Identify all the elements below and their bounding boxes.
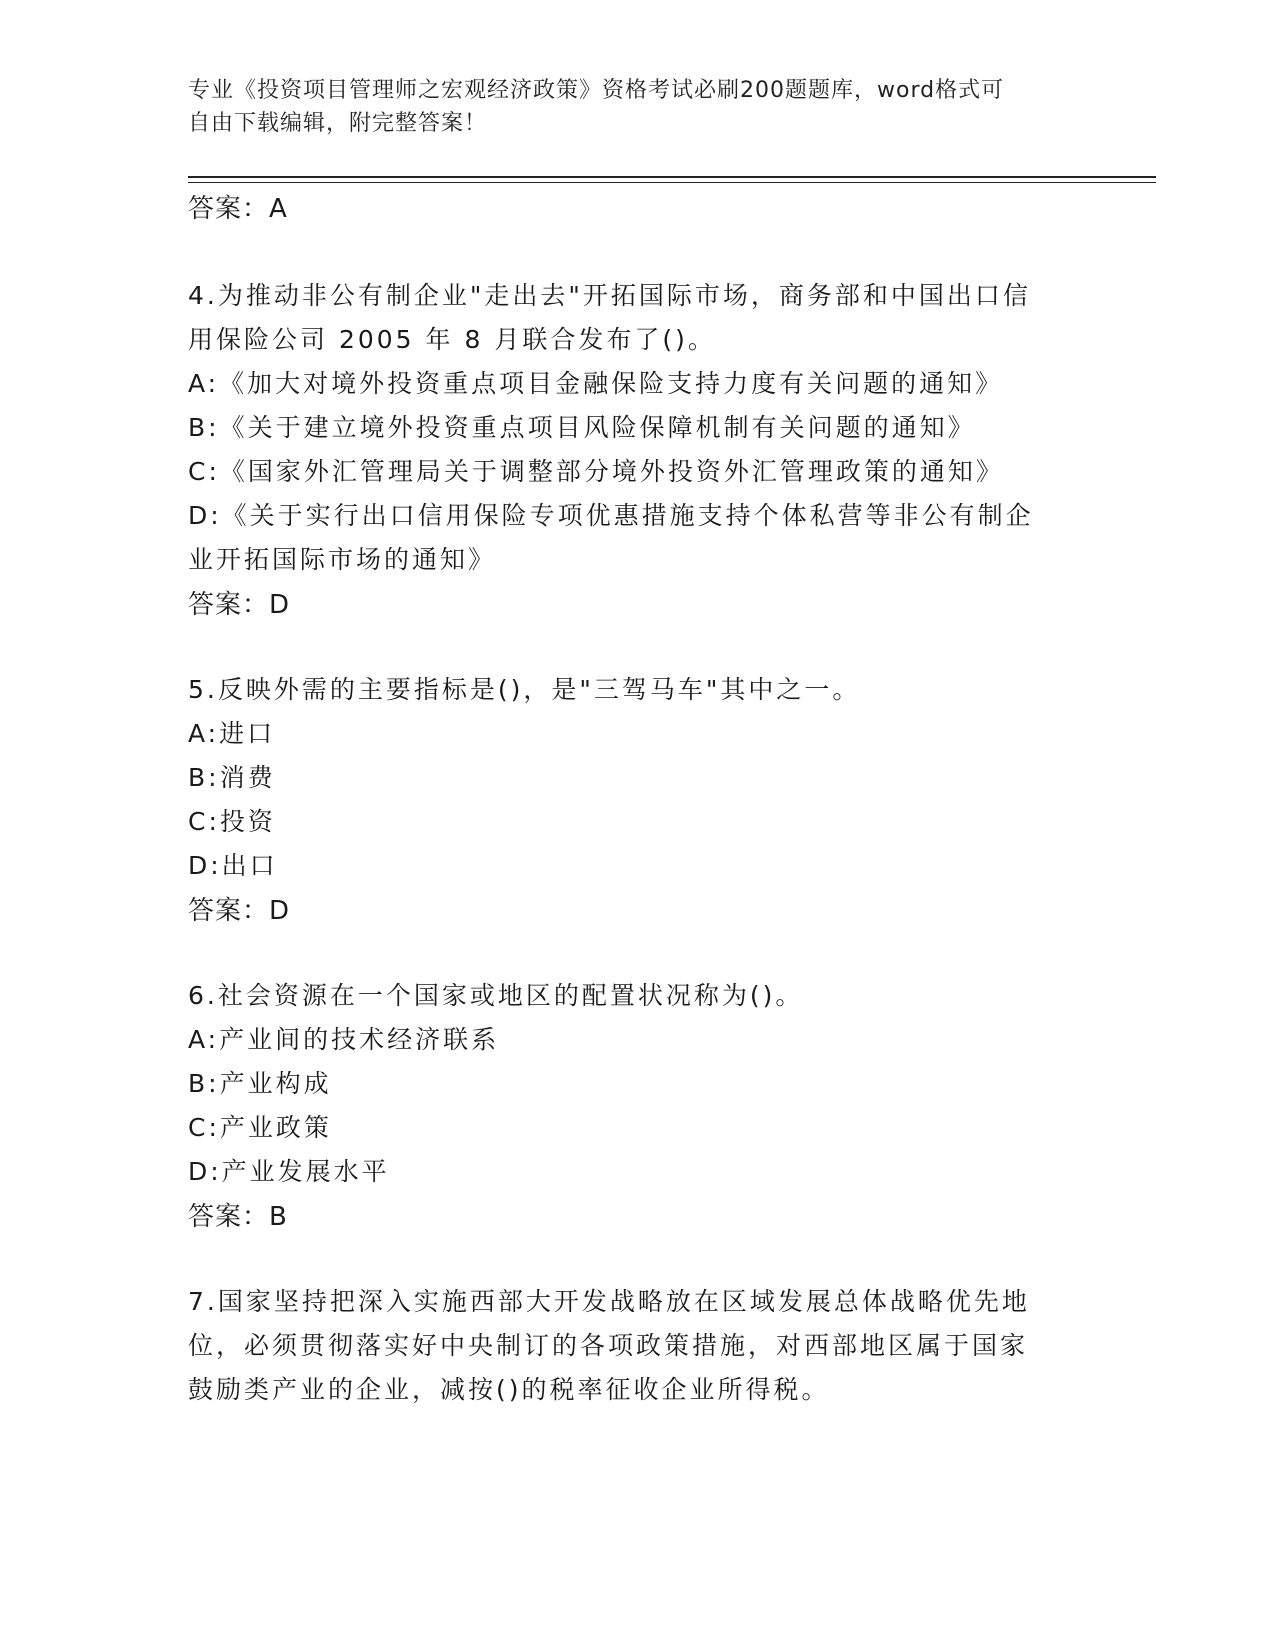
- question-5-answer: 答案：D: [188, 896, 291, 926]
- question-7-stem-line-2: 位，必须贯彻落实好中央制订的各项政策措施，对西部地区属于国家: [188, 1331, 1029, 1360]
- question-4-answer: 答案：D: [188, 590, 291, 620]
- header-line-1: 专业《投资项目管理师之宏观经济政策》资格考试必刷200题题库，word格式可: [188, 78, 1005, 103]
- question-5-option-c: C:投资: [188, 807, 276, 836]
- previous-answer: 答案：A: [188, 194, 288, 224]
- question-5-option-d: D:出口: [188, 851, 278, 880]
- question-4-stem-line-2: 用保险公司 2005 年 8 月联合发布了()。: [188, 325, 716, 354]
- question-6-option-d: D:产业发展水平: [188, 1157, 390, 1186]
- question-7-stem-line-3: 鼓励类产业的企业，减按()的税率征收企业所得税。: [188, 1375, 830, 1404]
- header-line-2: 自由下载编辑，附完整答案！: [188, 111, 488, 136]
- question-6-answer: 答案：B: [188, 1202, 288, 1232]
- question-4-stem-line-1: 4.为推动非公有制企业"走出去"开拓国际市场，商务部和中国出口信: [188, 281, 1031, 310]
- header-divider-thin: [188, 182, 1156, 183]
- question-6-option-c: C:产业政策: [188, 1113, 332, 1142]
- question-6-option-b: B:产业构成: [188, 1069, 332, 1098]
- question-5-option-a: A:进口: [188, 719, 276, 748]
- header-divider-thick: [188, 176, 1156, 178]
- document-header: [188, 74, 1068, 140]
- question-4-option-d-continued: 业开拓国际市场的通知》: [188, 545, 497, 574]
- question-4-option-c: C:《国家外汇管理局关于调整部分境外投资外汇管理政策的通知》: [188, 457, 1004, 486]
- question-4-option-d: D:《关于实行出口信用保险专项优惠措施支持个体私营等非公有制企: [188, 501, 1034, 530]
- question-7-stem-line-1: 7.国家坚持把深入实施西部大开发战略放在区域发展总体战略优先地: [188, 1287, 1030, 1316]
- question-6-option-a: A:产业间的技术经济联系: [188, 1025, 500, 1054]
- question-5-option-b: B:消费: [188, 763, 276, 792]
- question-5-stem: 5.反映外需的主要指标是()，是"三驾马车"其中之一。: [188, 675, 861, 704]
- question-4-option-b: B:《关于建立境外投资重点项目风险保障机制有关问题的通知》: [188, 413, 976, 442]
- question-4-option-a: A:《加大对境外投资重点项目金融保险支持力度有关问题的通知》: [188, 369, 1004, 398]
- question-6-stem: 6.社会资源在一个国家或地区的配置状况称为()。: [188, 981, 804, 1010]
